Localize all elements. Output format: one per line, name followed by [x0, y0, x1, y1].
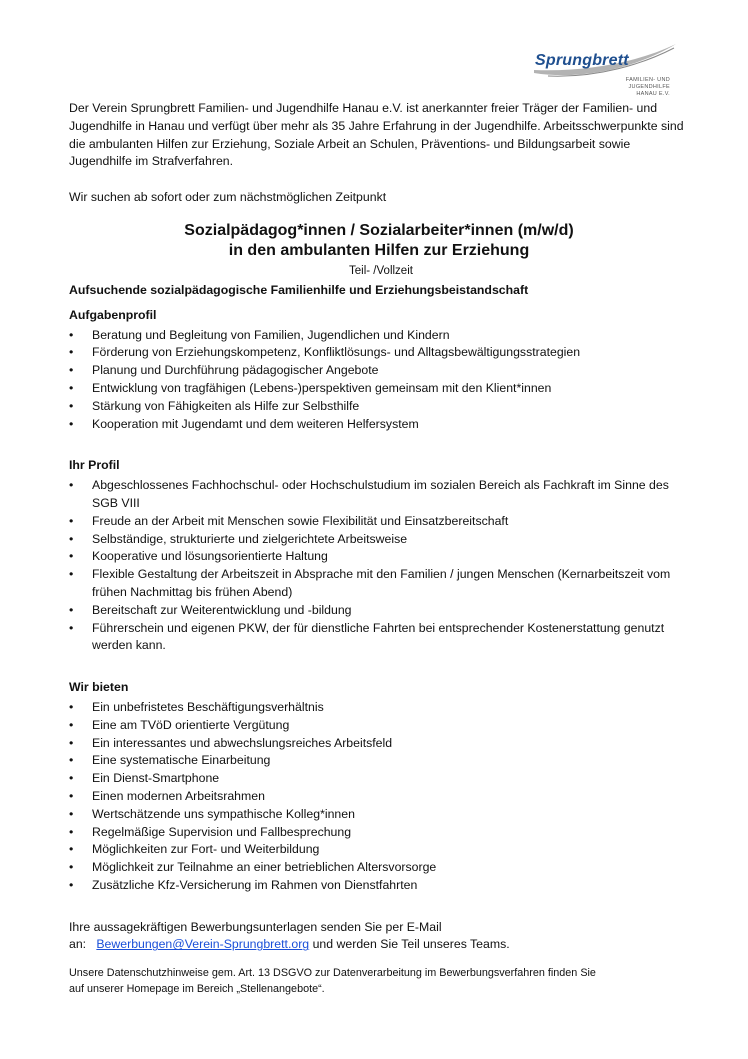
job-posting: [69, 100, 689, 997]
tasks-list: [69, 327, 689, 434]
list-item: • Beratung und Begleitung von Familien, Jugendlichen und Kindern: [69, 327, 689, 345]
application-line2: [69, 936, 689, 954]
application-suffix: und werden Sie Teil unseres Teams.: [312, 937, 510, 952]
list-item: • Möglichkeiten zur Fort- und Weiterbildung: [69, 841, 689, 859]
list-item: • Einen modernen Arbeitsrahmen: [69, 788, 689, 806]
list-item: • Möglichkeit zur Teilnahme an einer betrieblichen Altersvorsorge: [69, 859, 689, 877]
list-item: • Freude an der Arbeit mit Menschen sowie Flexibilität und Einsatzbereitschaft: [69, 513, 689, 531]
list-item: • Kooperation mit Jugendamt und dem weiteren Helfersystem: [69, 416, 689, 434]
employment-type: Teil- /Vollzeit: [349, 264, 413, 277]
list-item: • Wertschätzende uns sympathische Kolleg*innen: [69, 806, 689, 824]
field-of-work: Aufsuchende sozialpädagogische Familienhilfe und Erziehungsbeistandschaft: [69, 282, 529, 297]
list-item: • Abgeschlossenes Fachhochschul- oder Hochschulstudium im sozialen Bereich als Fachkraft im Sinne des SGB VIII: [69, 477, 689, 513]
list-item: • Ein unbefristetes Beschäftigungsverhältnis: [69, 699, 689, 717]
intro-paragraph: Der Verein Sprungbrett Familien- und Jugendhilfe Hanau e.V. ist anerkannter freier Träger der Familien- und Jugendhilfe in Hanau und verfügt über mehr als 35 Jahre Erfahrung in der Jugendhilfe. Arbeitsschwerpunkte sind die ambulanten Hilfen zur Erziehung, Soziale Arbeit an Schulen, Präventions- und Bildungsarbeit sowie Jugendhilfe im Strafverfahren.: [69, 101, 684, 169]
profile-heading: Ihr Profil: [69, 458, 120, 473]
application-info: [69, 919, 689, 955]
list-item: • Eine systematische Einarbeitung: [69, 752, 689, 770]
list-item: • Regelmäßige Supervision und Fallbesprechung: [69, 824, 689, 842]
logo-wordmark: Sprungbrett: [535, 52, 629, 69]
privacy-line2: auf unserer Homepage im Bereich „Stellenangebote“.: [69, 983, 325, 996]
application-prefix: an:: [69, 937, 87, 952]
offer-heading: Wir bieten: [69, 680, 129, 695]
privacy-line1: Unsere Datenschutzhinweise gem. Art. 13 DSGVO zur Datenverarbeitung im Bewerbungsverfahren finden Sie: [69, 967, 596, 980]
application-line1: Ihre aussagekräftigen Bewerbungsunterlagen senden Sie per E-Mail: [69, 919, 442, 934]
profile-list: [69, 477, 689, 655]
list-item: • Ein Dienst-Smartphone: [69, 770, 689, 788]
sprungbrett-logo: [528, 40, 678, 98]
job-title-line1: Sozialpädagog*innen / Sozialarbeiter*innen (m/w/d): [184, 221, 574, 239]
list-item: • Eine am TVöD orientierte Vergütung: [69, 717, 689, 735]
list-item: • Zusätzliche Kfz-Versicherung im Rahmen von Dienstfahrten: [69, 877, 689, 895]
offer-list: [69, 699, 689, 895]
list-item: • Entwicklung von tragfähigen (Lebens-)perspektiven gemeinsam mit den Klient*innen: [69, 380, 689, 398]
application-email-link[interactable]: Bewerbungen@Verein-Sprungbrett.org: [96, 937, 310, 952]
privacy-notice: [69, 965, 689, 997]
list-item: • Ein interessantes und abwechslungsreiches Arbeitsfeld: [69, 735, 689, 753]
list-item: • Führerschein und eigenen PKW, der für dienstliche Fahrten bei entsprechender Kostenerstattung genutzt werden kann.: [69, 620, 689, 656]
job-title-line2: in den ambulanten Hilfen zur Erziehung: [228, 241, 530, 259]
list-item: • Selbständige, strukturierte und zielgerichtete Arbeitsweise: [69, 531, 689, 549]
list-item: • Kooperative und lösungsorientierte Haltung: [69, 548, 689, 566]
logo-subtitle-line1: FAMILIEN- UND JUGENDHILFE: [625, 77, 670, 90]
list-item: • Bereitschaft zur Weiterentwicklung und -bildung: [69, 602, 689, 620]
list-item: • Flexible Gestaltung der Arbeitszeit in Absprache mit den Familien / jungen Menschen (Kernarbeitszeit vom frühen Nachmittag bis frühen Abend): [69, 566, 689, 602]
lead-sentence: Wir suchen ab sofort oder zum nächstmöglichen Zeitpunkt: [69, 190, 387, 205]
logo-subtitle: [586, 77, 670, 98]
logo-subtitle-line2: HANAU E.V.: [636, 91, 670, 97]
list-item: • Planung und Durchführung pädagogischer Angebote: [69, 362, 689, 380]
tasks-heading: Aufgabenprofil: [69, 307, 157, 322]
list-item: • Stärkung von Fähigkeiten als Hilfe zur Selbsthilfe: [69, 398, 689, 416]
list-item: • Förderung von Erziehungskompetenz, Konfliktlösungs- und Alltagsbewältigungsstrategien: [69, 344, 689, 362]
job-title: [69, 221, 689, 261]
